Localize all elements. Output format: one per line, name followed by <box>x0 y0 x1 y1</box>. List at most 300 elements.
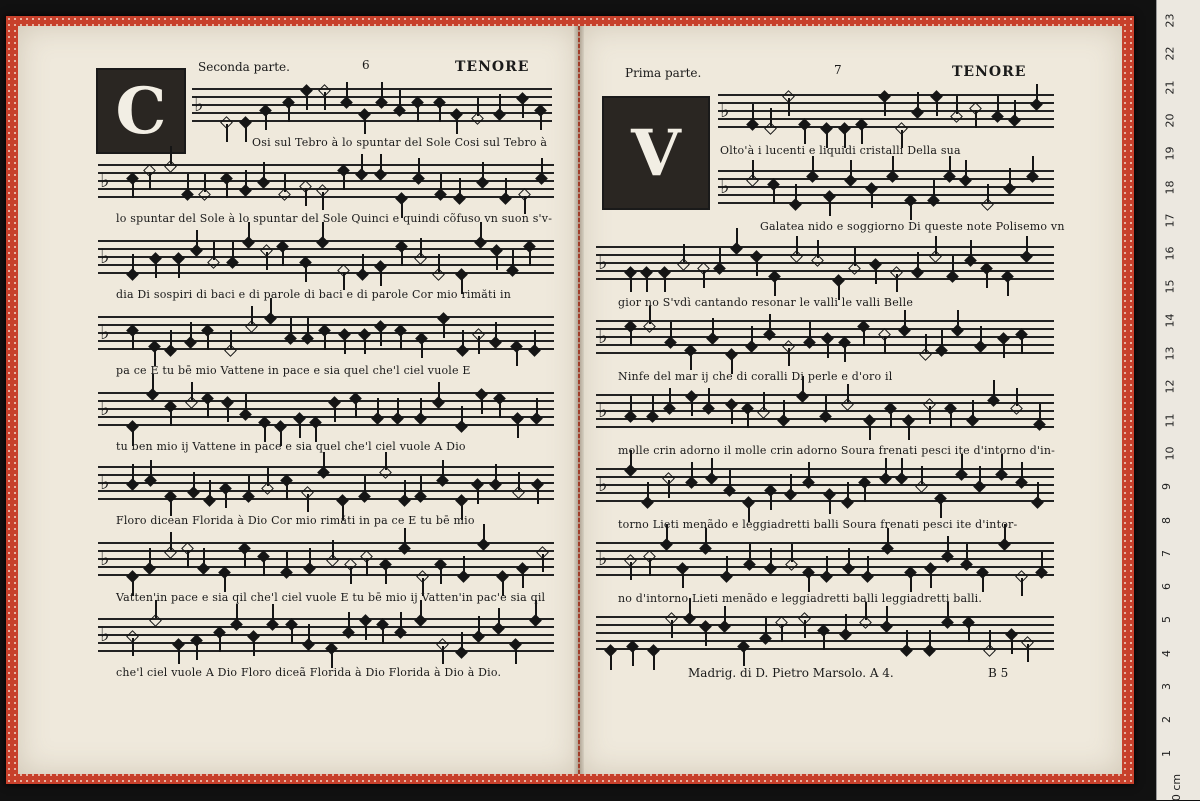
note-stem <box>935 236 937 254</box>
note-stem <box>178 260 180 278</box>
note-stem <box>541 158 543 176</box>
staff-line <box>98 634 554 636</box>
music-staff <box>596 320 1054 354</box>
staff-line <box>98 416 554 418</box>
note-stem <box>230 330 232 348</box>
note-stem <box>286 552 288 570</box>
lyric-line: Ninfe del mar ij che di coralli Di perle e d'oro il <box>618 370 893 383</box>
note-stem <box>482 162 484 180</box>
note-stem <box>1016 388 1018 406</box>
note-stem <box>420 398 422 416</box>
lyric-line: tu ben mio ij Vattene in pace e sia quel che'l ciel vuole A Dio <box>116 440 466 453</box>
music-staff <box>98 618 554 652</box>
lyric-line: Olto'à i lucenti e liquidi cristalli Della sua <box>720 144 961 157</box>
note-stem <box>232 242 234 260</box>
note-stem <box>892 156 894 174</box>
note-stem <box>795 184 797 202</box>
music-staff <box>98 316 554 350</box>
note-stem <box>886 606 888 624</box>
note-stem <box>207 400 209 418</box>
note-stem <box>499 400 501 418</box>
note-stem <box>917 92 919 110</box>
measurement-ruler <box>1156 0 1200 800</box>
note-stem <box>788 98 790 116</box>
right-voice-label: TENORE <box>952 64 1027 80</box>
music-staff <box>596 394 1054 428</box>
staff-line <box>718 102 1054 104</box>
note-stem <box>712 318 714 336</box>
staff-line <box>98 618 554 620</box>
music-staff <box>192 88 552 122</box>
note-stem <box>823 632 825 650</box>
note-stem <box>975 110 977 128</box>
note-stem <box>267 468 269 486</box>
note-stem <box>910 202 912 220</box>
staff-line <box>596 352 1054 354</box>
music-staff <box>596 468 1054 502</box>
staff-line <box>98 626 554 628</box>
note-stem <box>245 394 247 412</box>
staff-line <box>596 468 1054 470</box>
clef-icon: ♭ <box>598 398 608 422</box>
book-gutter <box>574 26 584 774</box>
note-stem <box>788 348 790 366</box>
note-stem <box>949 156 951 174</box>
note-stem <box>1036 84 1038 102</box>
clef-icon: ♭ <box>598 546 608 570</box>
note-stem <box>930 570 932 588</box>
note-stem <box>770 492 772 510</box>
music-staff <box>596 542 1054 576</box>
right-page-number: 7 <box>834 63 842 77</box>
ruler-number: 20 <box>1163 113 1177 128</box>
initial-letter: C <box>115 73 167 149</box>
note-stem <box>263 558 265 576</box>
note-stem <box>1037 482 1039 500</box>
note-stem <box>646 274 648 292</box>
note-stem <box>307 494 309 512</box>
music-staff <box>596 616 1054 650</box>
note-stem <box>671 620 673 638</box>
staff-line <box>192 96 552 98</box>
note-stem <box>906 630 908 648</box>
lyric-line: Osi sul Tebro à lo spuntar del Sole Cosi sul Tebro à <box>252 136 548 149</box>
ruler-number: 4 <box>1160 649 1173 657</box>
note-stem <box>440 174 442 192</box>
note-stem <box>132 180 134 198</box>
note-stem <box>829 198 831 216</box>
note-stem <box>850 160 852 178</box>
note-stem <box>827 340 829 358</box>
note-stem <box>921 466 923 484</box>
note-stem <box>708 388 710 406</box>
note-stem <box>690 352 692 370</box>
note-stem <box>442 646 444 664</box>
note-stem <box>875 266 877 284</box>
note-stem <box>957 310 959 328</box>
ruler-number: 3 <box>1160 683 1173 690</box>
note-stem <box>272 604 274 622</box>
note-stem <box>477 486 479 504</box>
note-stem <box>400 612 402 630</box>
staff-line <box>596 328 1054 330</box>
staff-line <box>596 640 1054 642</box>
clef-icon: ♭ <box>100 470 110 494</box>
note-stem <box>756 258 758 276</box>
footer-title: Madrig. di D. Pietro Marsolo. A 4. <box>688 666 894 680</box>
note-stem <box>213 242 215 260</box>
staff-line <box>718 202 1054 204</box>
note-stem <box>282 248 284 266</box>
note-stem <box>344 336 346 354</box>
ruler-number: 15 <box>1163 279 1177 294</box>
staff-line <box>718 118 1054 120</box>
note-stem <box>796 236 798 254</box>
staff-line <box>98 400 554 402</box>
note-stem <box>365 622 367 640</box>
note-stem <box>522 100 524 118</box>
clef-icon: ♭ <box>194 92 204 116</box>
note-stem <box>691 462 693 480</box>
note-stem <box>495 464 497 482</box>
note-stem <box>132 332 134 350</box>
note-stem <box>170 532 172 550</box>
note-stem <box>461 632 463 650</box>
note-stem <box>324 332 326 350</box>
note-stem <box>630 562 632 580</box>
ruler-number: 22 <box>1163 46 1177 61</box>
note-stem <box>236 604 238 622</box>
note-stem <box>630 274 632 292</box>
decorated-initial-c <box>96 68 186 154</box>
note-stem <box>765 618 767 636</box>
note-stem <box>783 400 785 418</box>
note-stem <box>150 460 152 478</box>
ruler-number: 12 <box>1163 379 1177 394</box>
note-stem <box>986 270 988 288</box>
note-stem <box>478 336 480 354</box>
note-stem <box>950 410 952 428</box>
note-stem <box>808 574 810 592</box>
note-stem <box>763 392 765 410</box>
ruler-number: 18 <box>1163 180 1177 194</box>
note-stem <box>854 248 856 266</box>
note-stem <box>703 270 705 288</box>
note-stem <box>193 472 195 490</box>
note-stem <box>649 558 651 576</box>
note-stem <box>947 536 949 554</box>
note-stem <box>290 318 292 336</box>
note-stem <box>968 624 970 642</box>
note-stem <box>322 192 324 210</box>
note-stem <box>421 340 423 358</box>
note-stem <box>299 420 301 438</box>
ruler-number: 14 <box>1163 313 1177 328</box>
note-stem <box>377 398 379 416</box>
note-stem <box>908 422 910 440</box>
note-stem <box>442 460 444 478</box>
staff-line <box>98 482 554 484</box>
note-stem <box>652 396 654 414</box>
note-stem <box>540 112 542 130</box>
note-stem <box>982 574 984 592</box>
note-stem <box>825 396 827 414</box>
staff-line <box>98 466 554 468</box>
note-stem <box>245 170 247 188</box>
note-stem <box>284 174 286 192</box>
note-stem <box>726 556 728 574</box>
note-stem <box>438 254 440 272</box>
note-stem <box>364 476 366 494</box>
note-stem <box>251 306 253 324</box>
note-stem <box>1021 578 1023 596</box>
note-stem <box>791 544 793 562</box>
clef-icon: ♭ <box>100 546 110 570</box>
note-stem <box>463 556 465 574</box>
staff-line <box>718 178 1054 180</box>
staff-line <box>718 194 1054 196</box>
note-stem <box>997 96 999 114</box>
note-stem <box>804 126 806 144</box>
note-stem <box>770 108 772 126</box>
note-stem <box>225 490 227 508</box>
note-stem <box>941 330 943 348</box>
note-stem <box>901 458 903 476</box>
note-stem <box>155 260 157 278</box>
note-stem <box>729 470 731 488</box>
note-stem <box>1027 644 1029 662</box>
note-stem <box>149 548 151 566</box>
note-stem <box>1009 168 1011 186</box>
note-stem <box>512 250 514 268</box>
note-stem <box>1021 462 1023 480</box>
lyric-line: che'l ciel vuole A Dio Floro diceã Florida à Dio Florida à Dio à Dio. <box>116 666 502 679</box>
note-stem <box>890 410 892 428</box>
note-stem <box>863 328 865 346</box>
note-stem <box>505 178 507 196</box>
note-stem <box>1014 100 1016 118</box>
note-stem <box>291 626 293 644</box>
note-stem <box>380 328 382 346</box>
staff-line <box>98 490 554 492</box>
initial-letter: V <box>631 115 681 191</box>
note-stem <box>1032 156 1034 174</box>
note-stem <box>334 404 336 422</box>
note-stem <box>537 486 539 504</box>
note-stem <box>774 278 776 296</box>
note-stem <box>324 92 326 110</box>
left-part-label: Seconda parte. <box>198 60 290 74</box>
note-stem <box>190 322 192 340</box>
lyric-line: lo spuntar del Sole à lo spuntar del Sole Quinci e quindi cõfuso vn suon s'v- <box>116 212 553 225</box>
staff-line <box>98 566 554 568</box>
note-stem <box>682 570 684 588</box>
note-stem <box>1026 236 1028 254</box>
note-stem <box>132 638 134 656</box>
clef-icon: ♭ <box>720 174 730 198</box>
music-staff <box>98 542 554 576</box>
note-stem <box>440 566 442 584</box>
music-staff <box>98 164 554 198</box>
note-stem <box>305 264 307 282</box>
note-stem <box>385 452 387 470</box>
note-stem <box>346 82 348 100</box>
ruler-number: 6 <box>1160 583 1173 591</box>
note-stem <box>309 548 311 566</box>
note-stem <box>361 154 363 172</box>
lyric-line: Floro dicean Florida à Dio Cor mio rimăti in pa ce E tu bē mio <box>116 514 475 527</box>
clef-icon: ♭ <box>598 250 608 274</box>
note-stem <box>456 116 458 134</box>
clef-icon: ♭ <box>598 472 608 496</box>
note-stem <box>826 556 828 574</box>
note-stem <box>979 466 981 484</box>
note-stem <box>362 254 364 272</box>
note-stem <box>483 524 485 542</box>
staff-line <box>718 110 1054 112</box>
staff-line <box>192 104 552 106</box>
note-stem <box>884 98 886 116</box>
note-stem <box>187 550 189 568</box>
note-stem <box>864 484 866 502</box>
note-stem <box>307 318 309 336</box>
note-stem <box>847 384 849 402</box>
music-staff <box>98 392 554 426</box>
note-stem <box>516 348 518 366</box>
note-stem <box>844 344 846 362</box>
note-stem <box>420 238 422 256</box>
staff-line <box>98 172 554 174</box>
note-stem <box>904 310 906 328</box>
note-stem <box>812 156 814 174</box>
note-stem <box>178 646 180 664</box>
note-stem <box>936 98 938 116</box>
note-stem <box>499 94 501 112</box>
staff-line <box>596 320 1054 322</box>
note-stem <box>790 474 792 492</box>
note-stem <box>439 104 441 122</box>
note-stem <box>248 476 250 494</box>
note-stem <box>952 256 954 274</box>
note-stem <box>366 558 368 576</box>
staff-line <box>596 426 1054 428</box>
staff-line <box>98 642 554 644</box>
lyric-line: dia Di sospiri di baci e di parole di baci e di parole Cor mio rimăti in <box>116 288 512 301</box>
note-stem <box>664 274 666 292</box>
note-stem <box>966 544 968 562</box>
note-stem <box>781 624 783 642</box>
note-stem <box>522 570 524 588</box>
note-stem <box>343 172 345 190</box>
clef-icon: ♭ <box>100 244 110 268</box>
staff-line <box>98 574 554 576</box>
note-stem <box>517 420 519 438</box>
note-stem <box>910 574 912 592</box>
note-stem <box>253 638 255 656</box>
note-stem <box>847 482 849 500</box>
note-stem <box>397 398 399 416</box>
note-stem <box>286 482 288 500</box>
note-stem <box>1007 278 1009 296</box>
note-stem <box>417 104 419 122</box>
note-stem <box>536 398 538 416</box>
ruler-number: 8 <box>1160 516 1173 524</box>
staff-line <box>596 254 1054 256</box>
note-stem <box>226 180 228 198</box>
note-stem <box>305 188 307 206</box>
left-voice-label: TENORE <box>455 59 530 75</box>
note-stem <box>896 274 898 292</box>
ruler-number: 5 <box>1160 616 1173 624</box>
note-stem <box>266 252 268 270</box>
music-staff <box>596 246 1054 280</box>
note-stem <box>364 336 366 354</box>
note-stem <box>747 410 749 428</box>
note-stem <box>404 480 406 498</box>
lyric-line: Vatten'in pace e sia qil che'l ciel vuole E tu bē mio ij Vatten'in pac'e sia qil <box>116 591 546 604</box>
note-stem <box>461 406 463 424</box>
note-stem <box>683 244 685 262</box>
note-stem <box>749 544 751 562</box>
note-stem <box>209 480 211 498</box>
note-stem <box>518 472 520 490</box>
staff-line <box>98 248 554 250</box>
note-stem <box>736 228 738 246</box>
music-staff <box>718 170 1054 204</box>
note-stem <box>132 464 134 482</box>
note-stem <box>743 648 745 666</box>
note-stem <box>965 160 967 178</box>
note-stem <box>495 322 497 340</box>
note-stem <box>1021 336 1023 354</box>
staff-line <box>98 264 554 266</box>
ruler-number: 2 <box>1160 716 1173 724</box>
note-stem <box>1003 340 1005 358</box>
note-stem <box>481 396 483 414</box>
note-stem <box>196 230 198 248</box>
staff-line <box>596 566 1054 568</box>
note-stem <box>987 184 989 202</box>
note-stem <box>989 630 991 648</box>
note-stem <box>769 314 771 332</box>
lyric-line: no d'intorno Lieti menãdo e leggiadretti balli leggiadretti balli. <box>618 592 983 605</box>
note-stem <box>809 322 811 340</box>
note-stem <box>869 422 871 440</box>
note-stem <box>1011 636 1013 654</box>
note-stem <box>382 626 384 644</box>
music-staff <box>98 240 554 274</box>
staff-line <box>98 316 554 318</box>
note-stem <box>350 566 352 584</box>
ruler-number: 17 <box>1163 213 1177 228</box>
note-stem <box>399 90 401 108</box>
note-stem <box>705 628 707 646</box>
note-stem <box>933 180 935 198</box>
note-stem <box>170 330 172 348</box>
note-stem <box>929 630 931 648</box>
staff-line <box>98 272 554 274</box>
clef-icon: ♭ <box>100 622 110 646</box>
left-page-number: 6 <box>362 58 370 72</box>
ruler-unit-label: 0 cm <box>1170 773 1184 801</box>
note-stem <box>478 616 480 634</box>
note-stem <box>829 496 831 514</box>
note-stem <box>381 82 383 100</box>
note-stem <box>477 98 479 116</box>
note-stem <box>170 146 172 164</box>
note-stem <box>227 404 229 422</box>
note-stem <box>773 186 775 204</box>
